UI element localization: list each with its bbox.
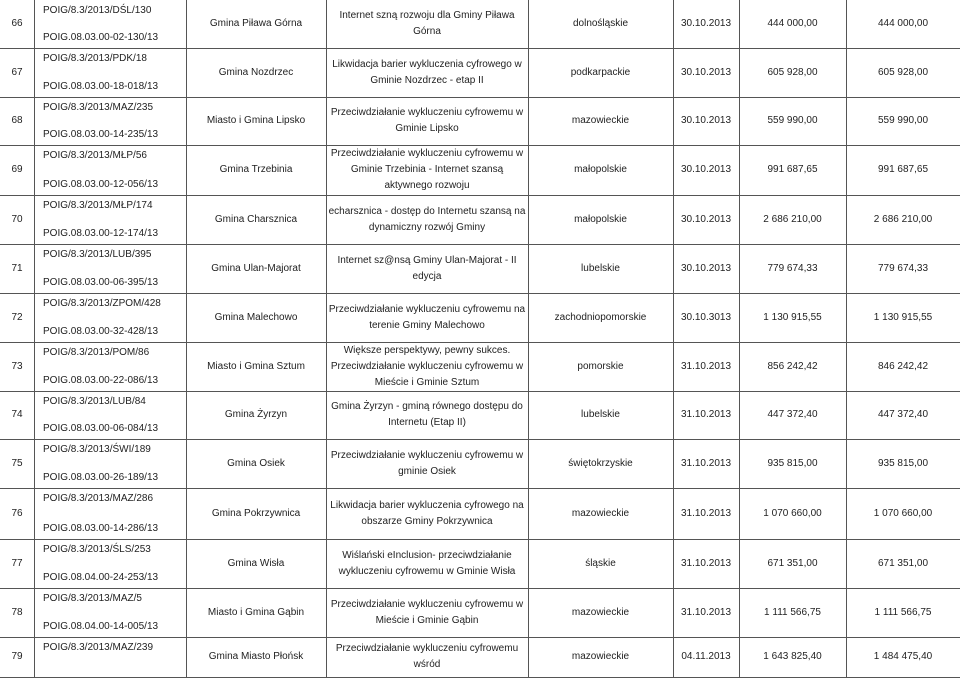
project-title-cell: Wiślański eInclusion- przeciwdziałanie wykluczeniu cyfrowemu w Gminie Wisła [338, 549, 516, 577]
funding-amount-cell: 779 674,33 [877, 262, 929, 274]
project-value-cell: 2 686 210,00 [763, 213, 822, 225]
project-title-cell: Internet sz@nsą Gminy Ulan-Majorat - II edycja [337, 254, 517, 282]
project-value-cell: 671 351,00 [767, 557, 818, 569]
agreement-date-cell: 30.10.2013 [680, 115, 732, 126]
agreement-number-cell [34, 342, 186, 391]
project-title-cell: Przeciwdziałanie wykluczeniu cyfrowemu wśród [335, 643, 519, 670]
table-row [0, 588, 960, 638]
funding-amount-cell: 605 928,00 [877, 66, 929, 78]
agreement-number-cell [34, 0, 186, 48]
row-number: 75 [11, 457, 23, 469]
row-number: 79 [11, 651, 23, 662]
table-row [0, 48, 960, 98]
agreement-number: POIG/8.3/2013/PDK/18 [43, 53, 147, 64]
agreement-date-cell: 30.10.2013 [680, 213, 732, 225]
table-row [0, 195, 960, 245]
project-code: POIG.08.03.00-06-395/13 [43, 277, 159, 288]
agreement-number: POIG/8.3/2013/ŚWI/189 [43, 444, 151, 455]
voivodeship-cell: lubelskie [581, 409, 620, 420]
agreement-date-cell: 31.10.2013 [680, 360, 732, 372]
voivodeship-cell: mazowieckie [571, 651, 630, 662]
project-code: POIG.08.03.00-26-189/13 [43, 472, 159, 483]
agreement-date-cell: 30.10.2013 [680, 164, 732, 175]
agreement-date-cell: 31.10.2013 [680, 606, 732, 618]
project-value-cell: 991 687,65 [767, 164, 818, 175]
row-number: 72 [11, 311, 23, 323]
project-value-cell: 779 674,33 [767, 262, 818, 274]
voivodeship-cell: lubelskie [581, 262, 620, 274]
table-row [0, 391, 960, 440]
project-value-cell: 1 111 566,75 [764, 606, 821, 618]
funding-amount-cell: 1 484 475,40 [873, 651, 933, 662]
agreement-number-cell [34, 195, 186, 244]
beneficiary-cell: Gmina Wisła [227, 557, 285, 569]
agreement-number: POIG/8.3/2013/MAZ/286 [43, 493, 154, 504]
voivodeship-cell: mazowieckie [571, 507, 630, 519]
project-code: POIG.08.03.00-12-056/13 [43, 179, 159, 190]
project-value-cell: 559 990,00 [767, 115, 818, 126]
project-value-cell: 1 070 660,00 [763, 507, 822, 519]
beneficiary-cell: Gmina Pokrzywnica [211, 507, 301, 519]
beneficiary-cell: Gmina Trzebinia [219, 164, 293, 175]
project-title-cell: Gmina Żyrzyn - gminą równego dostępu do Internetu (Etap II) [331, 401, 523, 428]
project-code: POIG.08.04.00-24-253/13 [43, 572, 159, 583]
funding-amount-cell: 2 686 210,00 [873, 213, 933, 225]
voivodeship-cell: mazowieckie [571, 115, 630, 126]
project-value-cell: 856 242,42 [767, 360, 818, 372]
project-code: POIG.08.03.00-06-084/13 [43, 423, 159, 434]
agreement-date-cell: 31.10.2013 [680, 557, 732, 569]
project-value-cell: 1 130 915,55 [763, 311, 822, 323]
beneficiary-cell: Gmina Miasto Płońsk [208, 651, 304, 662]
agreement-number: POIG/8.3/2013/LUB/395 [43, 249, 152, 260]
funding-amount-cell: 444 000,00 [877, 18, 929, 29]
project-title-cell: Przeciwdziałanie wykluczeniu cyfrowemu w Mieście i Gminie Gąbin [330, 598, 524, 626]
row-number: 70 [11, 213, 23, 225]
project-title-cell: Większe perspektywy, pewny sukces. Przeciwdziałanie wykluczeniu cyfrowemu w Mieście i Gminie Sztum [330, 344, 524, 388]
voivodeship-cell: mazowieckie [571, 606, 630, 618]
agreement-number-cell [34, 588, 186, 637]
agreement-number-cell [34, 637, 186, 677]
project-title-cell: Likwidacja barier wykluczenia cyfrowego na obszarze Gminy Pokrzywnica [330, 499, 524, 527]
agreement-number-cell [34, 97, 186, 145]
funding-amount-cell: 1 070 660,00 [873, 507, 933, 519]
project-code: POIG.08.04.00-14-005/13 [43, 621, 159, 632]
funding-amount-cell: 671 351,00 [877, 557, 929, 569]
beneficiary-cell: Miasto i Gmina Gąbin [207, 606, 305, 618]
agreement-number-cell [34, 145, 186, 195]
table-row [0, 145, 960, 196]
beneficiary-cell: Gmina Nozdrzec [218, 66, 294, 78]
beneficiary-cell: Gmina Żyrzyn [224, 409, 288, 420]
voivodeship-cell: śląskie [585, 557, 616, 569]
agreement-number: POIG/8.3/2013/POM/86 [43, 347, 150, 358]
agreement-number: POIG/8.3/2013/ZPOM/428 [43, 298, 161, 309]
row-number: 66 [11, 18, 23, 29]
funding-amount-cell: 1 130 915,55 [873, 311, 933, 323]
agreement-number: POIG/8.3/2013/MŁP/56 [43, 150, 147, 161]
project-title-cell: Przeciwdziałanie wykluczeniu cyfrowemu w Gminie Lipsko [330, 107, 524, 134]
project-value-cell: 935 815,00 [767, 457, 818, 469]
voivodeship-cell: małopolskie [574, 164, 627, 175]
beneficiary-cell: Gmina Charsznica [214, 213, 298, 225]
voivodeship-cell: świętokrzyskie [568, 457, 633, 469]
agreement-number-cell [34, 48, 186, 97]
table-row [0, 488, 960, 540]
beneficiary-cell: Gmina Piława Górna [209, 18, 303, 29]
table-row [0, 539, 960, 589]
agreement-number: POIG/8.3/2013/MAZ/235 [43, 102, 154, 113]
row-number: 76 [11, 507, 23, 519]
voivodeship-cell: małopolskie [574, 213, 627, 225]
project-code: POIG.08.03.00-12-174/13 [43, 228, 159, 239]
row-number: 71 [11, 262, 23, 274]
agreement-number: POIG/8.3/2013/MAZ/5 [43, 593, 142, 604]
voivodeship-cell: podkarpackie [570, 66, 631, 78]
funding-amount-cell: 1 111 566,75 [874, 606, 932, 618]
voivodeship-cell: dolnośląskie [572, 18, 629, 29]
table-row [0, 637, 960, 678]
beneficiary-cell: Gmina Malechowo [214, 311, 298, 323]
agreement-date-cell: 04.11.2013 [681, 651, 731, 662]
agreement-date-cell: 30.10.2013 [680, 18, 732, 29]
funding-amount-cell: 935 815,00 [877, 457, 929, 469]
agreement-number-cell [34, 293, 186, 342]
agreement-date-cell: 30.10.2013 [680, 66, 732, 78]
project-value-cell: 1 643 825,40 [763, 651, 822, 662]
agreement-number-cell [34, 488, 186, 539]
funding-amount-cell: 846 242,42 [877, 360, 929, 372]
table-row [0, 293, 960, 343]
row-number: 73 [11, 360, 23, 372]
table-row [0, 244, 960, 294]
project-title-cell: Internet szną rozwoju dla Gminy Piława Górna [339, 10, 515, 37]
table-row [0, 439, 960, 489]
project-code: POIG.08.03.00-02-130/13 [43, 32, 159, 43]
agreement-number: POIG/8.3/2013/MAZ/239 [43, 642, 154, 653]
beneficiary-cell: Miasto i Gmina Sztum [207, 360, 305, 372]
agreement-date-cell: 31.10.2013 [680, 507, 732, 519]
agreement-date-cell: 30.10.2013 [680, 262, 732, 274]
project-value-cell: 447 372,40 [767, 409, 818, 420]
table-row [0, 342, 960, 392]
project-title-cell: Przeciwdziałanie wykluczeniu cyfrowemu w Gminie Trzebinia - Internet szansą aktywnego rozwoju [330, 148, 524, 191]
agreement-date-cell: 31.10.2013 [680, 457, 732, 469]
row-number: 74 [11, 409, 23, 420]
table-row [0, 97, 960, 146]
voivodeship-cell: pomorskie [577, 360, 624, 372]
agreement-number: POIG/8.3/2013/ŚLS/253 [43, 544, 151, 555]
agreement-number-cell [34, 439, 186, 488]
table-row [0, 0, 960, 49]
agreement-number-cell [34, 391, 186, 439]
project-code: POIG.08.03.00-22-086/13 [43, 375, 159, 386]
beneficiary-cell: Gmina Osiek [227, 457, 285, 469]
row-number: 77 [11, 557, 23, 569]
project-code: POIG.08.03.00-14-286/13 [43, 523, 159, 534]
agreement-number-cell [34, 244, 186, 293]
agreement-date-cell: 31.10.2013 [680, 409, 732, 420]
agreement-number-cell [34, 539, 186, 588]
project-title-cell: Przeciwdziałanie wykluczeniu cyfrowemu na terenie Gminy Malechowo [328, 303, 526, 331]
row-number: 68 [11, 115, 23, 126]
project-title-cell: Likwidacja barier wykluczenia cyfrowego w Gminie Nozdrzec - etap II [332, 58, 522, 86]
row-number: 78 [11, 606, 23, 618]
funding-amount-cell: 447 372,40 [877, 409, 929, 420]
agreement-number: POIG/8.3/2013/LUB/84 [43, 396, 146, 407]
project-title-cell: Przeciwdziałanie wykluczeniu cyfrowemu w gminie Osiek [330, 449, 524, 477]
project-value-cell: 605 928,00 [767, 66, 818, 78]
agreement-number: POIG/8.3/2013/DŚL/130 [43, 5, 152, 16]
project-code: POIG.08.03.00-14-235/13 [43, 129, 159, 140]
project-code: POIG.08.03.00-32-428/13 [43, 326, 159, 337]
agreement-date-cell: 30.10.3013 [680, 311, 732, 323]
agreement-number: POIG/8.3/2013/MŁP/174 [43, 200, 153, 211]
funding-amount-cell: 559 990,00 [877, 115, 929, 126]
project-title-cell: echarsznica - dostęp do Internetu szansą na dynamiczny rozwój Gminy [328, 205, 526, 233]
beneficiary-cell: Gmina Ulan-Majorat [211, 262, 301, 274]
beneficiary-cell: Miasto i Gmina Lipsko [206, 115, 306, 126]
voivodeship-cell: zachodniopomorskie [554, 311, 647, 323]
project-code: POIG.08.03.00-18-018/13 [43, 81, 159, 92]
funding-amount-cell: 991 687,65 [877, 164, 929, 175]
row-number: 67 [11, 66, 23, 78]
project-value-cell: 444 000,00 [767, 18, 818, 29]
row-number: 69 [11, 164, 23, 175]
